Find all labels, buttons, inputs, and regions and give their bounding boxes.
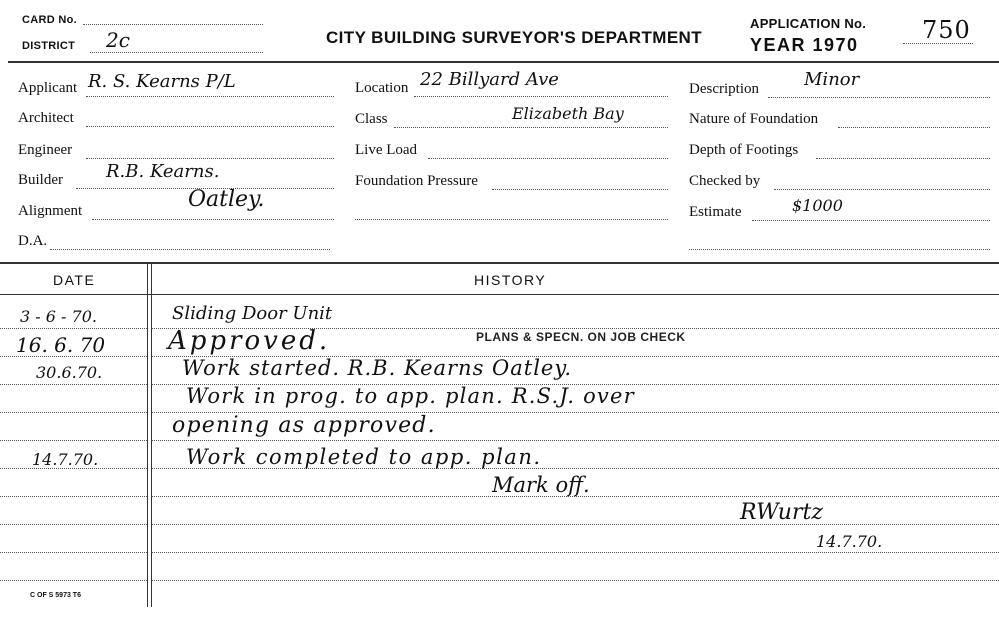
history-entry-2: Approved. — [168, 326, 331, 356]
history-entry-5: opening as approved. — [172, 413, 436, 438]
history-rule-5 — [152, 440, 999, 441]
checked-by-label: Checked by — [689, 173, 761, 189]
header-divider — [8, 61, 999, 63]
year-label: YEAR 1970 — [750, 35, 859, 55]
date-rule-3 — [0, 384, 147, 385]
history-header-rule — [0, 294, 999, 295]
date-rule-5 — [0, 440, 147, 441]
date-rule-4 — [0, 412, 147, 413]
live-load-label: Live Load — [355, 142, 418, 158]
history-entry-1: Sliding Door Unit — [172, 303, 333, 324]
history-entry-6: Work completed to app. plan. — [186, 445, 542, 469]
da-line — [50, 249, 330, 250]
depth-of-footings-label: Depth of Footings — [689, 142, 799, 158]
description-value: Minor — [804, 69, 860, 90]
date-header: DATE — [53, 272, 96, 288]
estimate-value: $1000 — [792, 196, 843, 215]
history-entry-7: Mark off. — [492, 473, 590, 497]
checked-by-line — [774, 189, 990, 190]
history-rule-10 — [152, 580, 999, 581]
nature-of-foundation-label: Nature of Foundation — [689, 111, 819, 127]
date-rule-9 — [0, 552, 147, 553]
card-no-label: CARD No. — [22, 14, 77, 26]
district-label: DISTRICT — [22, 40, 76, 52]
date-rule-8 — [0, 524, 147, 525]
alignment-line — [92, 219, 334, 220]
history-top-rule — [0, 262, 999, 264]
history-date-6: 14.7.70. — [32, 450, 99, 469]
builder-label: Builder — [18, 172, 63, 188]
date-rule-7 — [0, 496, 147, 497]
application-label: APPLICATION No. — [750, 16, 867, 31]
history-rule-9 — [152, 552, 999, 553]
history-date-3: 30.6.70. — [36, 363, 103, 382]
nature-line — [838, 127, 990, 128]
live-load-line — [428, 158, 668, 159]
history-header: HISTORY — [474, 272, 547, 288]
estimate-line — [752, 220, 990, 221]
applicant-line — [86, 96, 334, 97]
location-line — [414, 96, 668, 97]
description-line — [768, 97, 990, 98]
class-label: Class — [355, 111, 388, 127]
column3-blank-line — [689, 249, 990, 250]
application-number: 750 — [922, 16, 971, 44]
district-value: 2c — [106, 28, 130, 52]
engineer-line — [86, 158, 334, 159]
date-column-divider — [147, 262, 148, 607]
history-date-1: 3 - 6 - 70. — [20, 307, 97, 326]
district-line — [90, 52, 263, 53]
date-rule-1 — [0, 328, 147, 329]
class-value: Elizabeth Bay — [512, 104, 624, 123]
applicant-value: R. S. Kearns P/L — [88, 71, 236, 92]
form-code: C OF S 5973 T6 — [30, 592, 81, 599]
foundation-pressure-label: Foundation Pressure — [355, 173, 478, 189]
application-number-line — [903, 43, 973, 44]
architect-label: Architect — [18, 110, 74, 126]
alignment-label: Alignment — [18, 203, 83, 219]
estimate-label: Estimate — [689, 204, 742, 220]
builder-value-1: R.B. Kearns. — [106, 161, 220, 182]
history-entry-4: Work in prog. to app. plan. R.S.J. over — [186, 384, 635, 408]
depth-line — [816, 158, 990, 159]
department-title: CITY BUILDING SURVEYOR'S DEPARTMENT — [326, 28, 703, 47]
applicant-label: Applicant — [18, 80, 78, 96]
history-date-2: 16. 6. 70 — [16, 333, 106, 357]
class-line — [394, 127, 668, 128]
date-column-divider-inner — [151, 262, 152, 607]
surveyor-signature: RWurtz — [740, 500, 823, 525]
signature-date: 14.7.70. — [816, 532, 883, 551]
description-label: Description — [689, 81, 759, 97]
da-label: D.A. — [18, 233, 48, 249]
builder-value-2: Oatley. — [188, 187, 265, 212]
engineer-label: Engineer — [18, 142, 73, 158]
location-value: 22 Billyard Ave — [420, 69, 559, 90]
history-rule-8 — [152, 524, 999, 525]
date-rule-10 — [0, 580, 147, 581]
location-label: Location — [355, 80, 409, 96]
card-no-line — [83, 24, 263, 25]
plans-checked-stamp: PLANS & SPECN. ON JOB CHECK — [476, 330, 686, 344]
foundation-pressure-line — [492, 189, 668, 190]
column2-blank-line — [355, 219, 668, 220]
history-entry-3: Work started. R.B. Kearns Oatley. — [182, 356, 573, 380]
architect-line — [86, 126, 334, 127]
